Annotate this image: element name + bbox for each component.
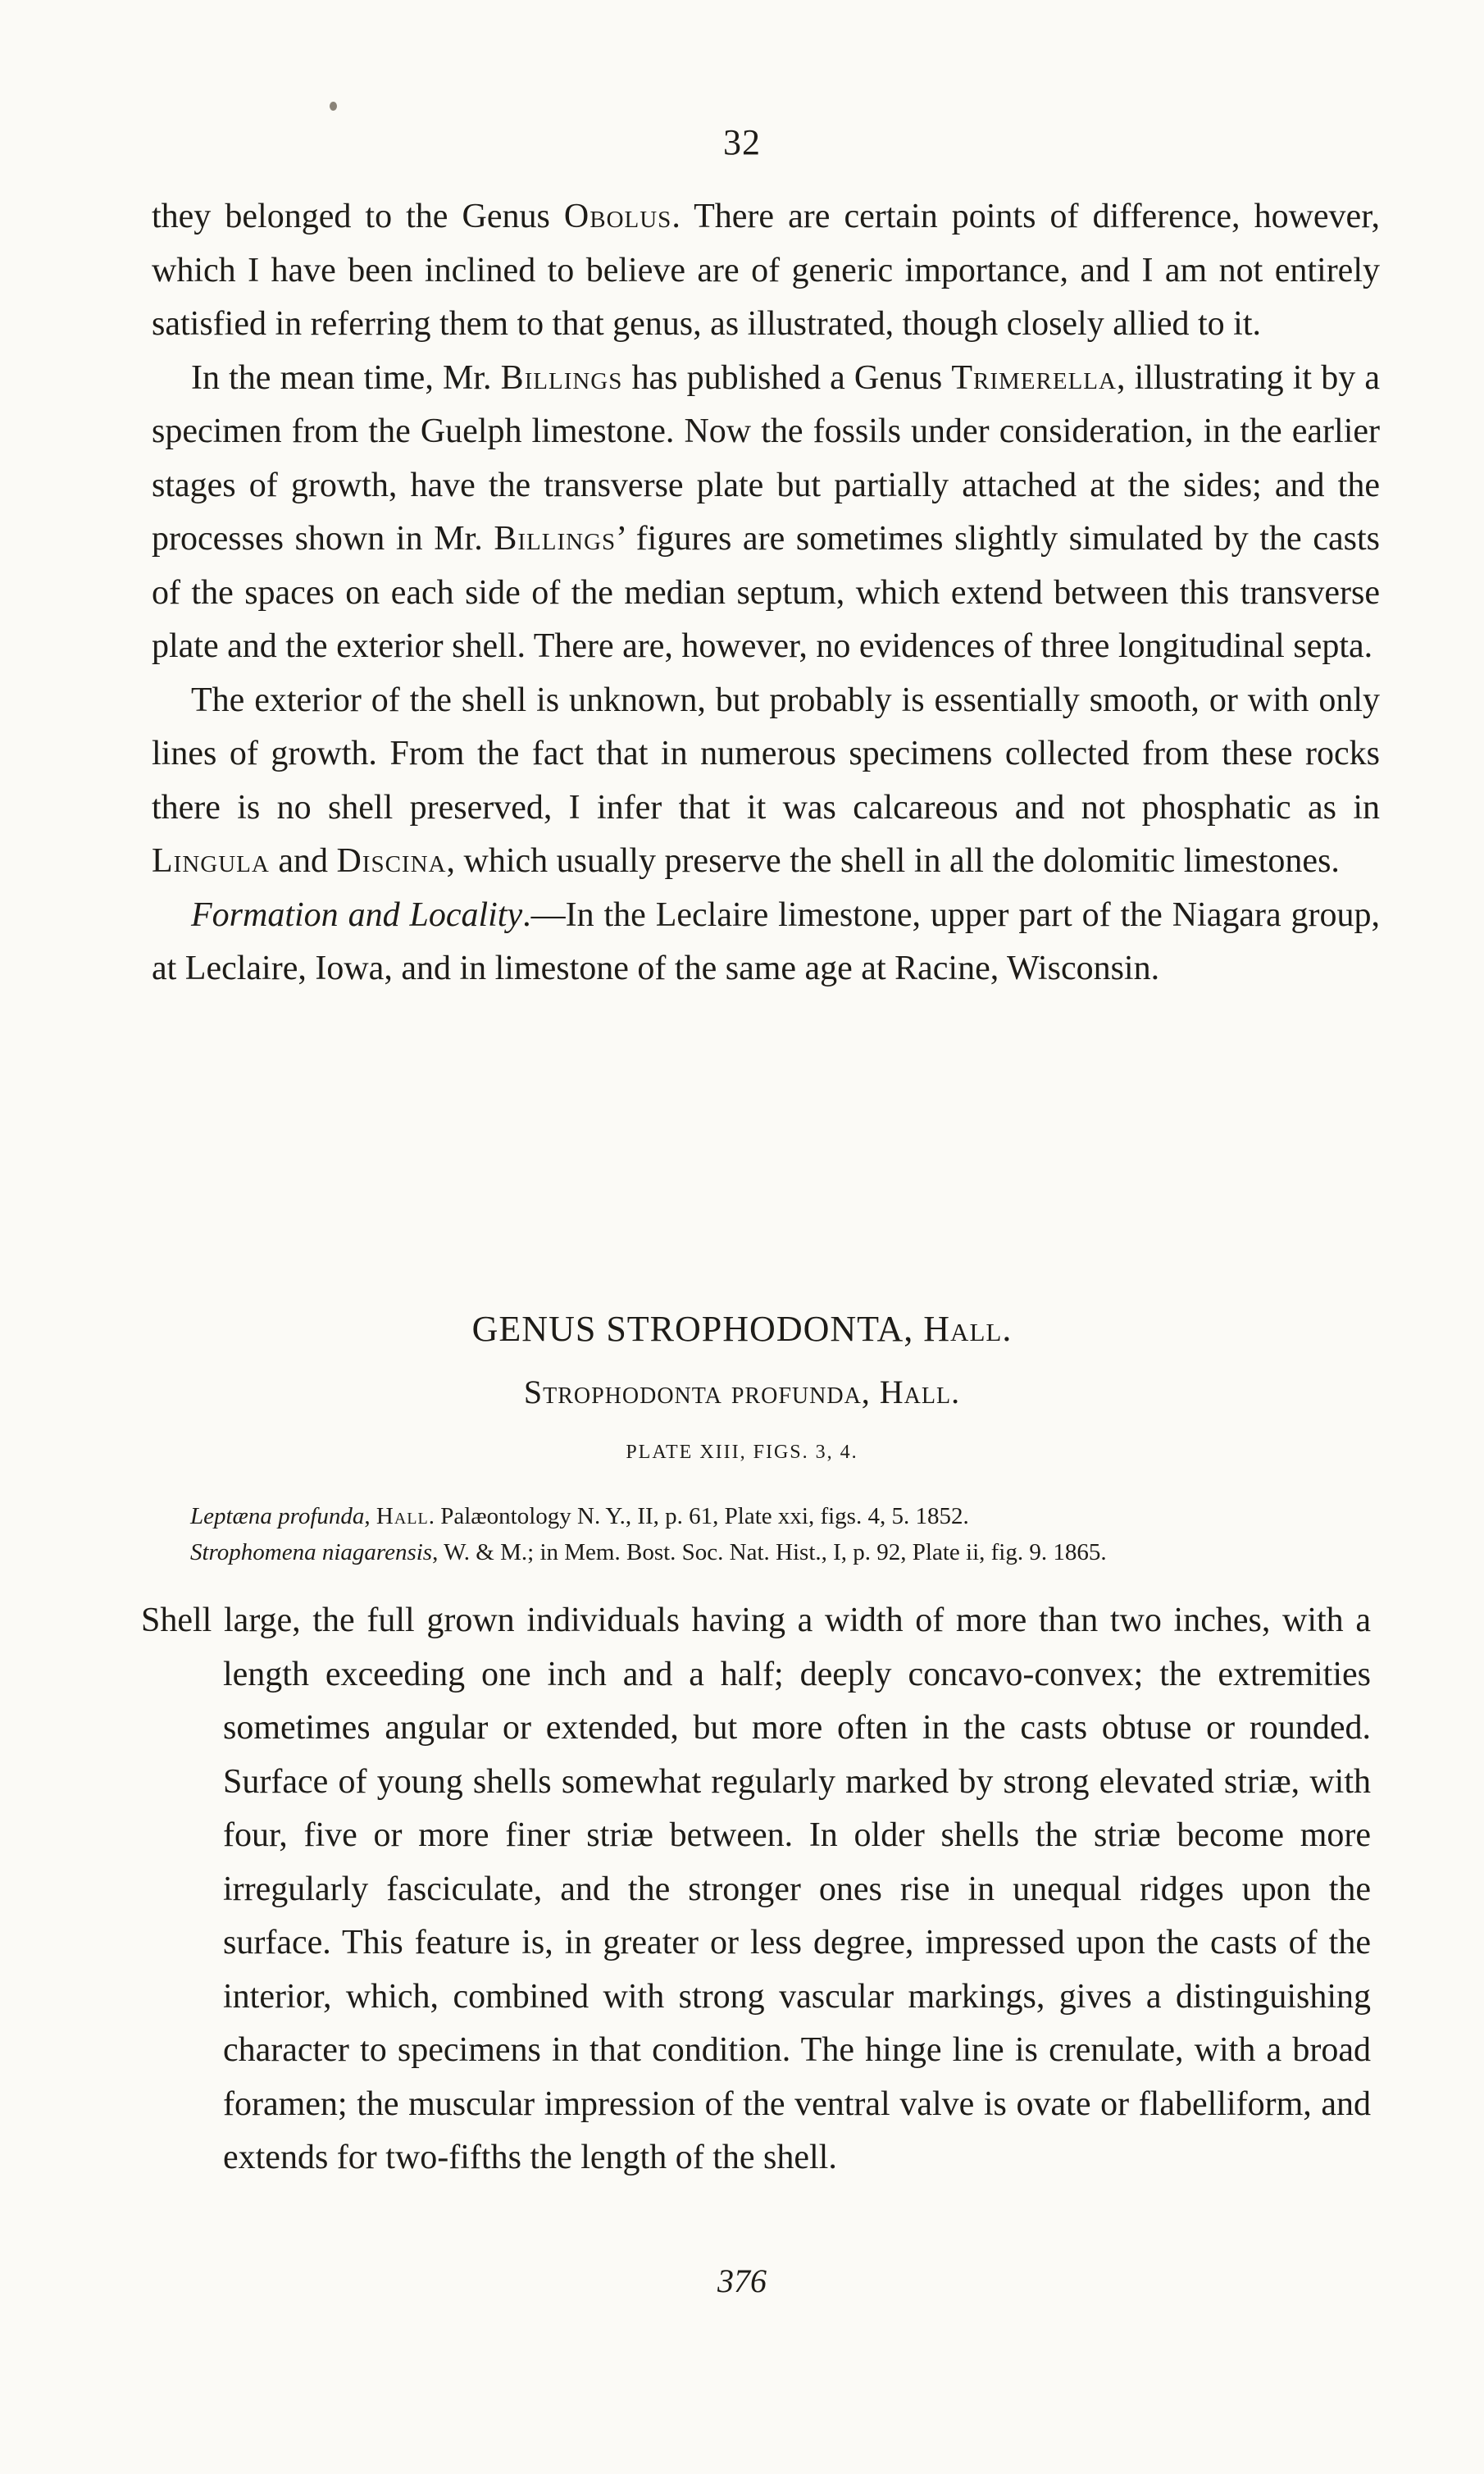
paragraph-trimerella — [152, 352, 1380, 674]
punctuation: . — [1002, 1309, 1013, 1349]
genus-name: Lingula — [152, 842, 270, 880]
author-name: Billings — [500, 358, 623, 397]
synonym-author: W. & M. — [444, 1539, 528, 1565]
text-run: and — [269, 842, 337, 880]
ink-speck — [330, 102, 337, 111]
genus-author: Hall — [923, 1309, 1003, 1349]
synonymy-entry: Leptæna profunda, Hall. Palæontology N. Y., II, p. 61, Plate xxi, figs. 4, 5. 1852. — [190, 1503, 969, 1529]
page-signature: 376 — [717, 2262, 767, 2299]
species-title: Strophodonta profunda, — [523, 1374, 871, 1410]
body-text — [152, 190, 1380, 996]
text-run: ’ figures are sometimes slightly simulated by the casts of the spaces on each side of the median septum, which extend between this transverse plate and the exterior shell. There are, however, no evidences of three longitudinal septa. — [152, 520, 1380, 665]
species-description — [141, 1594, 1371, 2185]
text-run: they belonged to the Genus — [152, 198, 564, 235]
punctuation: . — [951, 1374, 961, 1410]
paragraph-obolus — [152, 190, 1380, 352]
text-run: , which usually preserve the shell in all the dolomitic limestones. — [446, 842, 1340, 880]
text-run: The exterior of the shell is unknown, but probably is essentially smooth, or with only lines of growth. From the fact that in numerous specimens collected from these rocks there is no shell preserved, I infer that it was calcareous and not phosphatic as in — [152, 681, 1380, 827]
species-author: Hall — [879, 1374, 952, 1410]
species-heading — [0, 1373, 1484, 1411]
page-number: 32 — [723, 122, 761, 162]
genus-heading — [0, 1308, 1484, 1350]
synonymy-list — [190, 1498, 1395, 1570]
genus-name: Discina — [336, 842, 447, 880]
synonym-citation: ; in Mem. Bost. Soc. Nat. Hist., I, p. 92, Plate ii, fig. 9. 1865. — [527, 1539, 1107, 1565]
genus-name: Trimerella — [951, 358, 1117, 397]
text-run: .—In the Leclaire limestone, upper part of the Niagara group, at Leclaire, Iowa, and in limestone of the same age at Racine, Wisconsin. — [152, 895, 1380, 987]
synonym-name: Strophomena niagarensis — [190, 1539, 433, 1565]
genus-title: GENUS STROPHODONTA, — [471, 1309, 914, 1349]
synonymy-entry: Strophomena niagarensis, W. & M.; in Mem. Bost. Soc. Nat. Hist., I, p. 92, Plate ii, fig. 9. 1865. — [190, 1539, 1107, 1565]
text-run: . There are certain points of difference, however, which I have been inclined to believe are of generic importance, and I am not entirely satisfied in referring them to that genus, as illustrated, though closely allied to it. — [152, 198, 1380, 343]
paragraph-exterior — [152, 674, 1380, 889]
synonym-citation: . Palæontology N. Y., II, p. 61, Plate xxi, figs. 4, 5. 1852. — [428, 1503, 969, 1529]
text-run: , illustrating it by a specimen from the Guelph limestone. Now the fossils under consideration, in the earlier stages of growth, have the transverse plate but partially attached at the sides; and the processes shown in Mr. — [152, 358, 1380, 558]
plate-reference: PLATE XIII, FIGS. 3, 4. — [626, 1442, 858, 1463]
description-paragraph: Shell large, the full grown individuals having a width of more than two inches, with a length exceeding one inch and a half; deeply concavo-convex; the extremities sometimes angular or extended, but more often in the casts obtuse or rounded. Surface of young shells somewhat regularly marked by strong elevated striæ, with four, five or more finer striæ between. In older shells the striæ become more irregularly fasciculate, and the stronger ones rise in unequal ridges upon the surface. This feature is, in greater or less degree, impressed upon the casts of the interior, which, combined with strong vascular markings, gives a distinguishing character to specimens in that condition. The hinge line is crenulate, with a broad foramen; the muscular impression of the ventral valve is ovate or flabelliform, and extends for two-fifths the length of the shell. — [141, 1601, 1371, 2176]
section-label: Formation and Locality — [191, 895, 523, 934]
text-run: has published a Genus — [622, 358, 952, 397]
text-run: In the mean time, Mr. — [191, 358, 501, 397]
synonym-author: Hall — [376, 1503, 429, 1529]
paragraph-locality — [152, 889, 1380, 996]
author-name: Billings — [494, 520, 617, 558]
genus-name: Obolus — [563, 198, 672, 235]
synonym-name: Leptæna profunda — [190, 1503, 365, 1529]
